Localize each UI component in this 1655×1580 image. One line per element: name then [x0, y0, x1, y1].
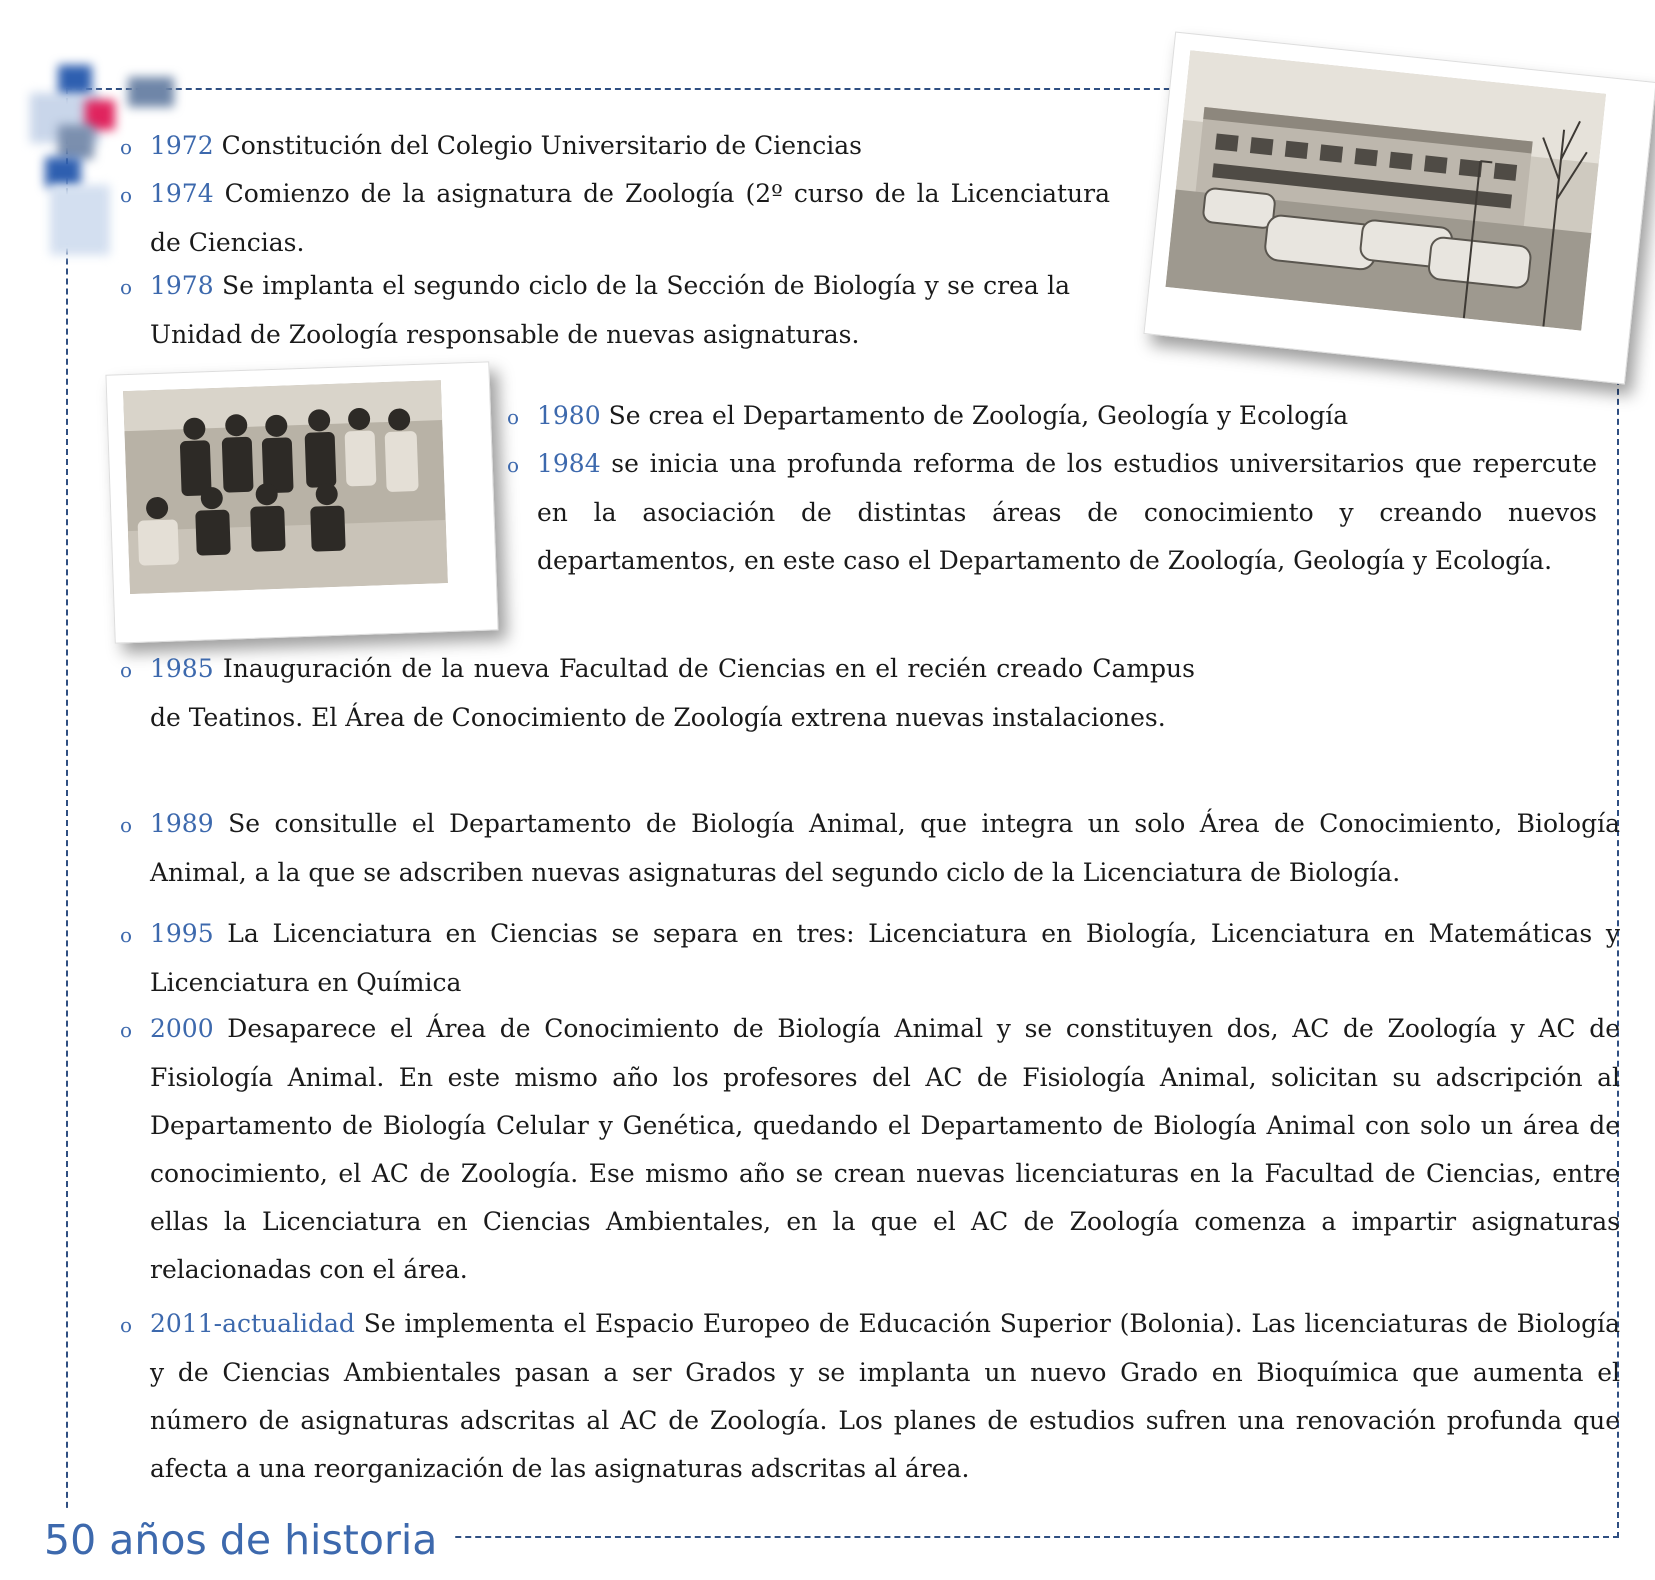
timeline-item-1989: [120, 800, 1620, 897]
timeline-item-1978: [120, 262, 1070, 359]
timeline-year: 1972: [150, 131, 214, 160]
timeline-year: 1980: [537, 401, 601, 430]
timeline-year: 1978: [150, 271, 214, 300]
timeline-text: Desaparece el Área de Conocimiento de Biología Animal y se constituyen dos, AC de Zoología y AC de Fisiología Animal. En este mismo año los profesores del AC de Fisiología Animal, solicitan su adscripción al Departamento de Biología Celular y Genética, quedando el Departamento de Biología Animal con solo un área de conocimiento, el AC de Zoología. Ese mismo año se crean nuevas licenciaturas en la Facultad de Ciencias, entre ellas la Licenciatura en Ciencias Ambientales, en la que el AC de Zoología comenza a impartir asignaturas relacionadas con el área.: [150, 1014, 1620, 1284]
group-photo: [105, 361, 498, 643]
timeline-text: Comienzo de la asignatura de Zoología (2º curso de la Licenciatura de Ciencias.: [150, 179, 1110, 257]
building-photo: [1143, 32, 1655, 385]
timeline-text: Se implanta el segundo ciclo de la Sección de Biología y se crea la Unidad de Zoología responsable de nuevas asignaturas.: [150, 271, 1070, 349]
timeline-year: 1984: [537, 449, 601, 478]
timeline-item-2000: [120, 1005, 1620, 1294]
bullet-icon: o: [120, 135, 133, 159]
bullet-icon: o: [120, 1018, 133, 1042]
timeline-year: 1985: [150, 654, 214, 683]
timeline-year: 2011-actualidad: [150, 1309, 355, 1338]
bullet-icon: o: [120, 813, 133, 837]
timeline-text: Constitución del Colegio Universitario de Ciencias: [213, 131, 862, 160]
timeline-year: 2000: [150, 1014, 214, 1043]
timeline-item-1984: [507, 440, 1597, 585]
timeline-item-1974: [120, 170, 1110, 267]
timeline-item-1980: [507, 392, 1617, 441]
timeline-text: Inauguración de la nueva Facultad de Ciencias en el recién creado Campus de Teatinos. El Área de Conocimiento de Zoología extrena nuevas instalaciones.: [150, 654, 1195, 732]
footer-title: 50 años de historia: [40, 1512, 455, 1568]
timeline-text: Se implementa el Espacio Europeo de Educación Superior (Bolonia). Las licenciaturas de Biología y de Ciencias Ambientales pasan a ser Grados y se implanta un nuevo Grado en Bioquímica que aumenta el número de asignaturas adscritas al AC de Zoología. Los planes de estudios sufren una renovación profunda que afecta a una reorganización de las asignaturas adscritas al área.: [150, 1309, 1620, 1483]
timeline-year: 1974: [150, 179, 214, 208]
bullet-icon: o: [120, 923, 133, 947]
bullet-icon: o: [507, 405, 520, 429]
timeline-text: se inicia una profunda reforma de los estudios universitarios que repercute en la asociación de distintas áreas de conocimiento y creando nuevos departamentos, en este caso el Departamento de Zoología, Geología y Ecología.: [537, 449, 1597, 575]
timeline-item-1995: [120, 910, 1620, 1007]
bullet-icon: o: [120, 1313, 133, 1337]
bullet-icon: o: [120, 275, 133, 299]
timeline-text: La Licenciatura en Ciencias se separa en tres: Licenciatura en Biología, Licenciatura en Matemáticas y Licenciatura en Química: [150, 919, 1620, 997]
timeline-item-1972: [120, 122, 1150, 171]
timeline-year: 1995: [150, 919, 214, 948]
timeline-text: Se crea el Departamento de Zoología, Geología y Ecología: [600, 401, 1349, 430]
timeline-year: 1989: [150, 809, 214, 838]
bullet-icon: o: [120, 658, 133, 682]
bullet-icon: o: [507, 453, 520, 477]
timeline-text: Se consitulle el Departamento de Biología Animal, que integra un solo Área de Conocimiento, Biología Animal, a la que se adscriben nuevas asignaturas del segundo ciclo de la Licenciatura de Biología.: [150, 809, 1620, 887]
timeline-item-1985: [120, 645, 1195, 742]
timeline-item-2011: [120, 1300, 1620, 1493]
bullet-icon: o: [120, 183, 133, 207]
